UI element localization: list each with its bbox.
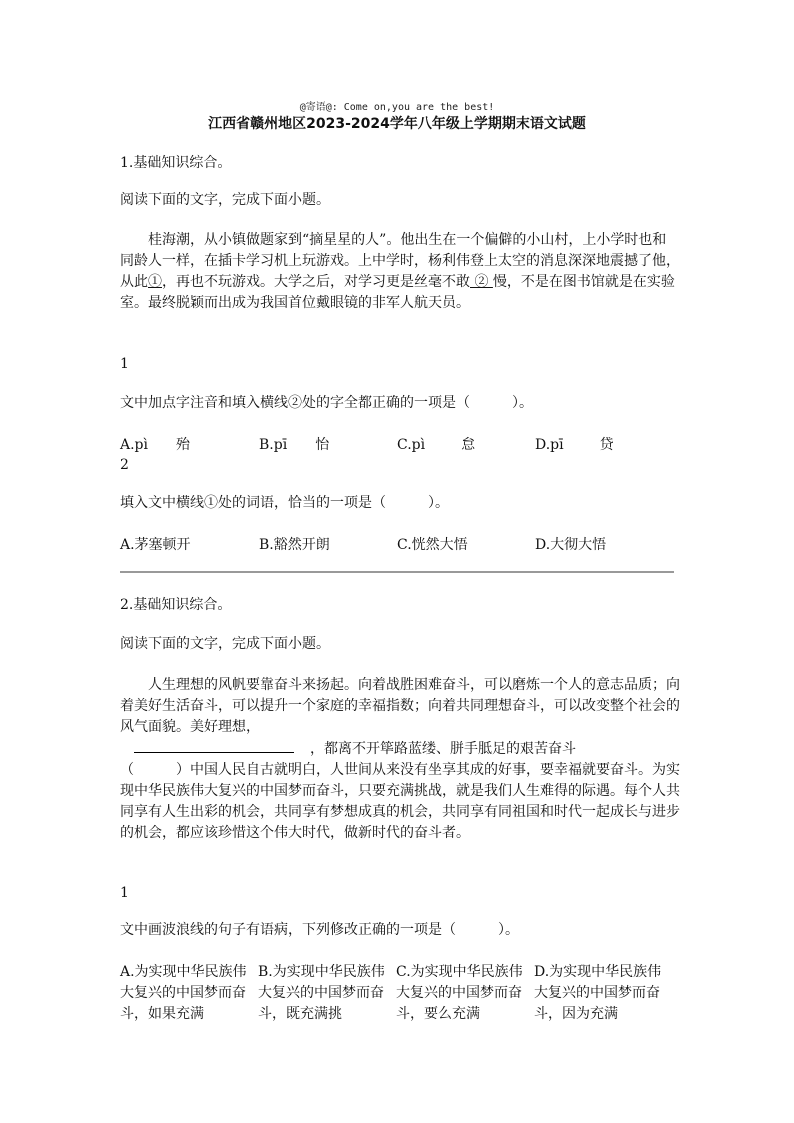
option-d[interactable]: D.大彻大悟 — [535, 537, 607, 553]
q2-option-d[interactable]: D.为实现中华民族伟大复兴的中国梦而奋斗，因为充满 — [534, 964, 662, 1022]
q2-instruction: 阅读下面的文字，完成下面小题。 — [120, 636, 330, 652]
option-a[interactable] — [120, 434, 190, 454]
q1-heading: 1.基础知识综合。 — [120, 155, 232, 171]
q2-passage — [120, 675, 680, 844]
q1-sub2-number: 2 — [120, 457, 129, 473]
q2-passage-part-b: ，都离不开筚路蓝缕、胼手胝足的艰苦奋斗 — [310, 741, 576, 757]
q1-blank-1: ① — [148, 274, 162, 290]
section-divider — [120, 571, 674, 573]
option-b[interactable]: B.豁然开朗 — [259, 537, 330, 553]
option-a-pinyin: A.pì — [120, 437, 148, 453]
q1-blank-2: ② — [470, 274, 493, 290]
q1-passage-part-c: 慢，不是在图书馆就是在实验室。最终脱颖而出成为我国首位戴眼镜的非军人航天员。 — [120, 274, 675, 311]
q1-sub1-number: 1 — [120, 356, 129, 372]
q2-option-b[interactable]: B.为实现中华民族伟大复兴的中国梦而奋斗，既充满挑 — [258, 964, 385, 1022]
q2-passage-line-blank — [120, 738, 680, 760]
option-d-char: 贷 — [599, 437, 614, 453]
q2-heading: 2.基础知识综合。 — [120, 597, 232, 613]
option-b-char: 怡 — [315, 437, 330, 453]
option-b[interactable] — [259, 434, 329, 454]
q1-passage-part-a: 桂海潮，从小镇做题家到“摘星星的人”。他出生在一个偏僻的小山村，上小学时也和同龄人一样，在插卡学习机上玩游戏。上中学时，杨利伟登上太空的消息深深地震撼了他，从此 — [120, 232, 680, 290]
q1-sub2-question: 填入文中横线①处的词语，恰当的一项是（ ）。 — [120, 495, 449, 511]
q2-option-a[interactable]: A.为实现中华民族伟大复兴的中国梦而奋斗，如果充满 — [120, 964, 247, 1022]
option-c-char: 怠 — [461, 437, 476, 453]
q2-sub1-question: 文中画波浪线的句子有语病，下列修改正确的一项是（ ）。 — [120, 922, 519, 938]
q2-option-c[interactable]: C.为实现中华民族伟大复兴的中国梦而奋斗，要么充满 — [396, 964, 523, 1022]
option-d-pinyin: D.pī — [535, 437, 564, 453]
q1-sub1-question: 文中加点字注音和填入横线②处的字全都正确的一项是（ ）。 — [120, 395, 533, 411]
option-c[interactable]: C.恍然大悟 — [397, 537, 468, 553]
option-a[interactable]: A.茅塞顿开 — [120, 537, 191, 553]
option-d[interactable] — [535, 434, 614, 454]
q1-passage-part-b: ，再也不玩游戏。大学之后，对学习更是丝毫不敢 — [162, 274, 470, 290]
q2-passage-part-a: 人生理想的风帆要靠奋斗来扬起。向着战胜困难奋斗，可以磨炼一个人的意志品质；向着美好生活奋斗，可以提升一个家庭的幸福指数；向着共同理想奋斗，可以改变整个社会的风气面貌。美好理想， — [120, 677, 680, 735]
page-title: 江西省赣州地区2023-2024学年八年级上学期期末语文试题 — [208, 116, 586, 132]
option-b-pinyin: B.pī — [259, 437, 288, 453]
option-a-char: 殆 — [176, 437, 190, 453]
q1-sub1-options — [120, 434, 680, 454]
option-c[interactable] — [397, 434, 475, 454]
option-c-pinyin: C.pì — [397, 437, 426, 453]
q1-instruction: 阅读下面的文字，完成下面小题。 — [120, 192, 330, 208]
q2-wavy-blank — [134, 738, 294, 753]
q2-passage-part-c: （ ）中国人民自古就明白，人世间从来没有坐享其成的好事，要幸福就要奋斗。为实现中华民族伟大复兴的中国梦而奋斗，只要充满挑战，就是我们人生难得的际遇。每个人共同享有人生出彩的机会，共同享有梦想成真的机会，共同享有同祖国和时代一起成长与进步的机会，都应该珍惜这个伟大时代，做新时代的奋斗者。 — [120, 762, 680, 841]
q1-passage — [120, 230, 680, 314]
q2-sub1-number: 1 — [120, 885, 129, 901]
motto-line: @寄语@: Come on,you are the best! — [299, 102, 495, 113]
q1-sub2-options — [120, 534, 680, 554]
